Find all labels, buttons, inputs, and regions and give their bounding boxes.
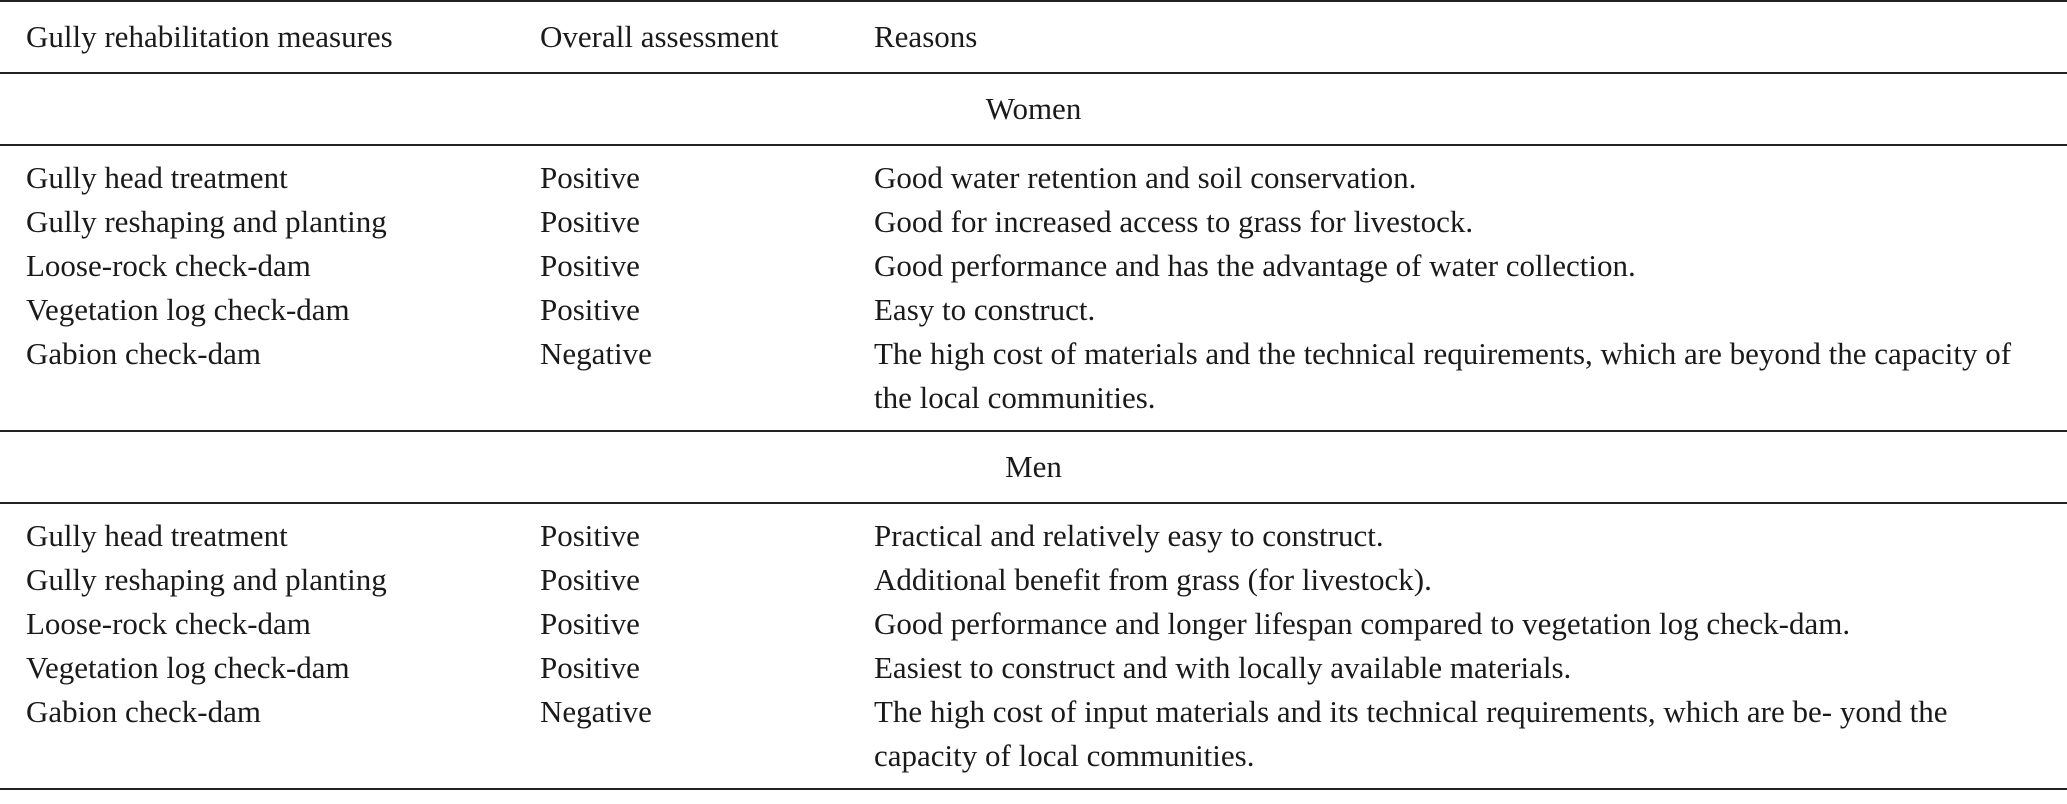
table-row <box>0 145 2067 200</box>
reason-cell: Easy to construct. <box>874 292 1096 327</box>
table-row <box>0 332 2067 431</box>
assessment-cell: Negative <box>540 336 652 371</box>
assessment-cell: Positive <box>540 650 640 685</box>
table-row <box>0 558 2067 602</box>
measure-cell: Gully reshaping and planting <box>26 562 387 597</box>
group-row-men <box>0 431 2067 503</box>
table-row <box>0 288 2067 332</box>
group-label: Women <box>0 73 2067 145</box>
measure-cell: Vegetation log check-dam <box>26 292 350 327</box>
table-row <box>0 200 2067 244</box>
reason-cell: Good performance and has the advantage of water collection. <box>874 248 1636 283</box>
assessment-cell: Positive <box>540 204 640 239</box>
assessment-cell: Positive <box>540 160 640 195</box>
assessment-cell: Positive <box>540 518 640 553</box>
group-label: Men <box>0 431 2067 503</box>
measure-cell: Gully head treatment <box>26 518 288 553</box>
reason-cell: Easiest to construct and with locally available materials. <box>874 650 1572 685</box>
reason-cell: Practical and relatively easy to construct. <box>874 518 1384 553</box>
reason-cell: The high cost of materials and the technical requirements, which are beyond the capacity of the local communities. <box>874 336 2012 415</box>
measure-cell: Loose-rock check-dam <box>26 606 311 641</box>
table-body <box>0 73 2067 789</box>
measure-cell: Gabion check-dam <box>26 336 261 371</box>
measure-cell: Gabion check-dam <box>0 690 540 789</box>
assessment-cell: Positive <box>540 292 640 327</box>
header-reasons: Reasons <box>874 1 2067 73</box>
reason-cell: Additional benefit from grass (for livestock). <box>874 562 1432 597</box>
table-row <box>0 244 2067 288</box>
table-row <box>0 690 2067 789</box>
assessment-cell: Positive <box>540 562 640 597</box>
table-row <box>0 503 2067 558</box>
reason-cell: The high cost of input materials and its technical requirements, which are be- yond the capacity of local communities. <box>874 690 2067 789</box>
header-row <box>0 1 2067 73</box>
table-row <box>0 646 2067 690</box>
reason-cell: Good water retention and soil conservation. <box>874 160 1417 195</box>
assessment-cell: Positive <box>540 606 640 641</box>
table-header <box>0 1 2067 73</box>
header-assessment: Overall assessment <box>540 1 874 73</box>
assessment-cell: Negative <box>540 690 874 789</box>
measure-cell: Gully head treatment <box>26 160 288 195</box>
measure-cell: Loose-rock check-dam <box>26 248 311 283</box>
assessment-cell: Positive <box>540 248 640 283</box>
group-row-women <box>0 73 2067 145</box>
table-row <box>0 602 2067 646</box>
measure-cell: Gully reshaping and planting <box>26 204 387 239</box>
header-measures: Gully rehabilitation measures <box>0 1 540 73</box>
reason-cell: Good performance and longer lifespan compared to vegetation log check-dam. <box>874 606 1851 641</box>
measure-cell: Vegetation log check-dam <box>26 650 350 685</box>
reason-cell: Good for increased access to grass for livestock. <box>874 204 1474 239</box>
